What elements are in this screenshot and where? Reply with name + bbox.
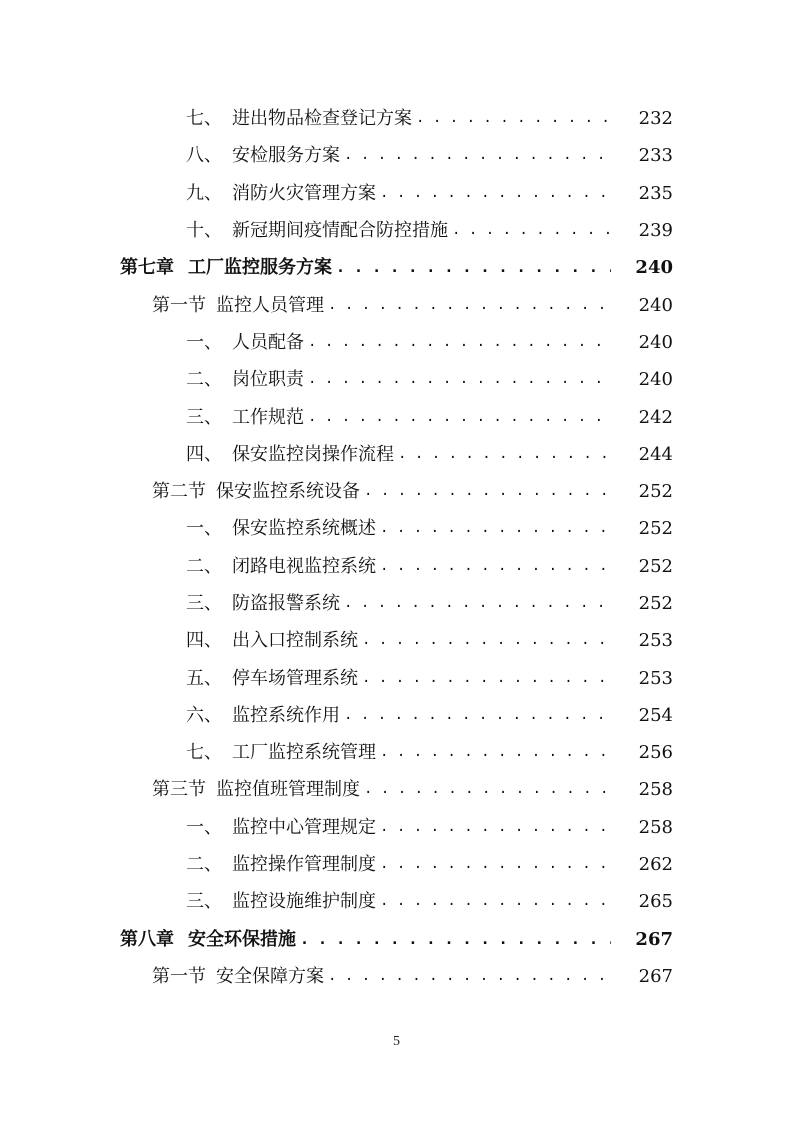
toc-dot-leader (328, 287, 611, 324)
toc-entry-section[interactable] (0, 473, 793, 510)
toc-entry-page: 253 (638, 667, 673, 689)
toc-entry-item[interactable] (0, 697, 793, 734)
toc-entry-page: 262 (638, 854, 673, 876)
toc-dot-leader (336, 249, 611, 286)
toc-entry-title: 消防火灾管理方案 (232, 182, 376, 204)
toc-entry-title: 保安监控系统设备 (216, 481, 360, 503)
toc-entry-number: 二、 (186, 854, 222, 876)
toc-dot-leader (328, 958, 611, 995)
toc-entry-title: 监控设施维护制度 (232, 891, 376, 913)
toc-entry-title: 安全保障方案 (216, 965, 324, 987)
toc-entry-number: 二、 (186, 369, 222, 391)
toc-dot-leader (416, 100, 611, 137)
toc-entry-page: 240 (638, 294, 673, 316)
toc-entry-chapter[interactable] (0, 921, 793, 958)
toc-entry-page: 232 (638, 108, 673, 130)
toc-entry-chapter[interactable] (0, 249, 793, 286)
toc-entry-title: 保安监控系统概述 (232, 518, 376, 540)
toc-entry-page: 265 (638, 891, 673, 913)
toc-entry-number: 二、 (186, 555, 222, 577)
toc-entry-page: 253 (638, 630, 673, 652)
toc-entry-title: 安全环保措施 (188, 928, 296, 950)
toc-entry-title: 监控系统作用 (232, 704, 340, 726)
toc-entry-number: 一、 (186, 816, 222, 838)
toc-dot-leader (364, 473, 611, 510)
toc-entry-number: 一、 (186, 331, 222, 353)
toc-entry-number: 第八章 (120, 928, 174, 950)
toc-entry-title: 进出物品检查登记方案 (232, 108, 412, 130)
toc-entry-title: 工作规范 (232, 406, 304, 428)
toc-entry-title: 闭路电视监控系统 (232, 555, 376, 577)
toc-entry-title: 监控中心管理规定 (232, 816, 376, 838)
toc-entry-item[interactable] (0, 734, 793, 771)
toc-entry-number: 第三节 (152, 779, 206, 801)
toc-entry-section[interactable] (0, 958, 793, 995)
toc-entry-item[interactable] (0, 548, 793, 585)
toc-entry-page: 235 (638, 182, 673, 204)
toc-dot-leader (380, 548, 611, 585)
toc-entry-page: 242 (638, 406, 673, 428)
toc-entry-page: 252 (638, 593, 673, 614)
toc-entry-number: 第一节 (152, 294, 206, 316)
toc-dot-leader (308, 324, 611, 361)
table-of-contents (0, 100, 793, 995)
toc-entry-item[interactable] (0, 436, 793, 473)
toc-dot-leader (364, 771, 611, 808)
toc-entry-number: 十、 (186, 220, 222, 242)
toc-entry-item[interactable] (0, 809, 793, 846)
toc-entry-page: 252 (638, 481, 673, 503)
toc-entry-number: 七、 (186, 108, 222, 130)
toc-entry-item[interactable] (0, 324, 793, 361)
toc-entry-number: 五、 (186, 667, 222, 689)
toc-entry-page: 233 (638, 145, 673, 167)
toc-entry-title: 出入口控制系统 (232, 630, 358, 652)
toc-entry-title: 安检服务方案 (232, 145, 340, 167)
toc-entry-item[interactable] (0, 659, 793, 696)
toc-entry-item[interactable] (0, 846, 793, 883)
toc-entry-page: 252 (638, 555, 673, 577)
toc-dot-leader (344, 137, 611, 174)
toc-dot-leader (308, 361, 611, 398)
toc-entry-item[interactable] (0, 398, 793, 435)
toc-dot-leader (380, 510, 611, 547)
toc-entry-number: 第二节 (152, 481, 206, 503)
toc-entry-page: 258 (638, 779, 673, 801)
toc-entry-number: 一、 (186, 518, 222, 540)
toc-entry-title: 防盗报警系统 (232, 593, 340, 614)
toc-dot-leader (380, 846, 611, 883)
toc-dot-leader (398, 436, 611, 473)
toc-entry-item[interactable] (0, 175, 793, 212)
toc-entry-item[interactable] (0, 100, 793, 137)
toc-entry-item[interactable] (0, 585, 793, 622)
toc-entry-page: 267 (635, 928, 673, 950)
toc-dot-leader (380, 734, 611, 771)
toc-entry-section[interactable] (0, 286, 793, 323)
toc-entry-page: 239 (638, 220, 673, 242)
toc-dot-leader (452, 212, 611, 249)
toc-entry-page: 244 (638, 443, 673, 465)
toc-entry-page: 240 (635, 257, 673, 279)
toc-entry-page: 256 (638, 742, 673, 764)
toc-entry-number: 七、 (186, 742, 222, 764)
toc-entry-number: 六、 (186, 704, 222, 726)
toc-entry-number: 九、 (186, 182, 222, 204)
toc-entry-page: 267 (638, 965, 673, 987)
toc-entry-section[interactable] (0, 771, 793, 808)
toc-entry-item[interactable] (0, 883, 793, 920)
toc-dot-leader (362, 660, 611, 697)
toc-entry-number: 第一节 (152, 965, 206, 987)
toc-entry-title: 监控值班管理制度 (216, 779, 360, 801)
toc-dot-leader (344, 585, 611, 622)
toc-entry-page: 254 (638, 704, 673, 726)
toc-dot-leader (380, 809, 611, 846)
toc-entry-number: 八、 (186, 145, 222, 167)
toc-dot-leader (344, 697, 611, 734)
toc-entry-item[interactable] (0, 510, 793, 547)
toc-entry-page: 240 (638, 331, 673, 353)
toc-entry-title: 停车场管理系统 (232, 667, 358, 689)
toc-entry-title: 保安监控岗操作流程 (232, 443, 394, 465)
toc-dot-leader (380, 175, 611, 212)
toc-entry-item[interactable] (0, 622, 793, 659)
toc-entry-number: 第七章 (120, 257, 174, 279)
toc-entry-title: 人员配备 (232, 331, 304, 353)
toc-entry-title: 岗位职责 (232, 369, 304, 391)
toc-entry-title: 工厂监控系统管理 (232, 742, 376, 764)
toc-entry-number: 四、 (186, 630, 222, 652)
toc-entry-item[interactable] (0, 137, 793, 174)
page-number: 5 (393, 1034, 400, 1049)
toc-entry-title: 监控人员管理 (216, 294, 324, 316)
toc-dot-leader (300, 921, 611, 958)
toc-entry-number: 三、 (186, 593, 222, 614)
toc-entry-title: 新冠期间疫情配合防控措施 (232, 220, 448, 242)
toc-entry-number: 三、 (186, 406, 222, 428)
toc-dot-leader (380, 883, 611, 920)
toc-entry-page: 240 (638, 369, 673, 391)
toc-entry-number: 三、 (186, 891, 222, 913)
toc-entry-page: 252 (638, 518, 673, 540)
toc-entry-title: 监控操作管理制度 (232, 854, 376, 876)
toc-entry-title: 工厂监控服务方案 (188, 257, 332, 279)
toc-entry-page: 258 (638, 816, 673, 838)
toc-entry-number: 四、 (186, 443, 222, 465)
toc-dot-leader (362, 622, 611, 659)
toc-entry-item[interactable] (0, 212, 793, 249)
toc-entry-item[interactable] (0, 361, 793, 398)
toc-dot-leader (308, 399, 611, 436)
